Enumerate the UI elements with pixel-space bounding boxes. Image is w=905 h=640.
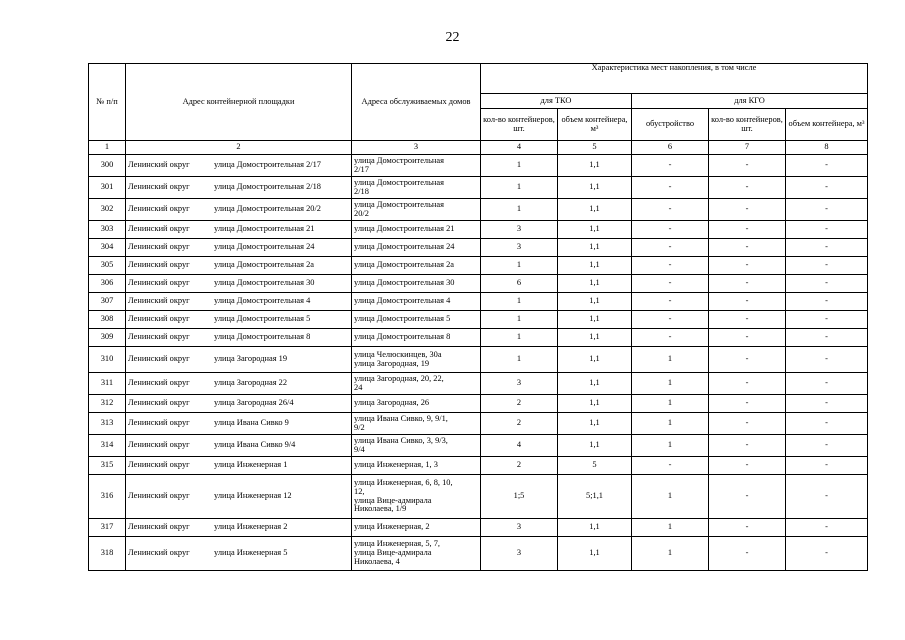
kgo-count: -: [709, 457, 786, 475]
tko-count: 2: [481, 457, 558, 475]
street-address: улица Домостроительная 4: [214, 296, 311, 306]
served-addresses: улица Инженерная, 1, 3: [352, 457, 481, 475]
header-tko-count: кол-во контейнеров, шт.: [481, 109, 558, 141]
kgo-arrangement: -: [632, 257, 709, 275]
kgo-volume: -: [786, 177, 868, 199]
kgo-volume: -: [786, 395, 868, 413]
served-addresses: улица Инженерная, 5, 7, улица Вице-адмирала Николаева, 4: [352, 537, 481, 571]
street-address: улица Инженерная 12: [214, 491, 292, 501]
district-name: Ленинский округ: [128, 160, 190, 170]
container-address: [126, 435, 352, 457]
table-row: [89, 311, 868, 329]
district-name: Ленинский округ: [128, 242, 190, 252]
district-name: Ленинский округ: [128, 491, 190, 501]
kgo-volume: -: [786, 435, 868, 457]
kgo-count: -: [709, 275, 786, 293]
kgo-arrangement: -: [632, 311, 709, 329]
street-address: улица Домостроительная 2/17: [214, 160, 321, 170]
kgo-volume: -: [786, 457, 868, 475]
kgo-count: -: [709, 413, 786, 435]
district-name: Ленинский округ: [128, 460, 190, 470]
kgo-arrangement: -: [632, 177, 709, 199]
tko-count: 3: [481, 537, 558, 571]
tko-volume: 1,1: [558, 329, 632, 347]
kgo-count: -: [709, 435, 786, 457]
row-number: 308: [89, 311, 126, 329]
table-row: [89, 257, 868, 275]
tko-count: 1;5: [481, 475, 558, 519]
served-addresses: улица Домостроительная 4: [352, 293, 481, 311]
kgo-volume: -: [786, 293, 868, 311]
street-address: улица Домостроительная 20/2: [214, 204, 321, 214]
kgo-count: -: [709, 395, 786, 413]
container-address: [126, 239, 352, 257]
container-address: [126, 395, 352, 413]
kgo-count: -: [709, 221, 786, 239]
column-numbers-row: [89, 141, 868, 155]
column-number: 7: [709, 141, 786, 155]
container-address: [126, 475, 352, 519]
tko-count: 4: [481, 435, 558, 457]
table-row: [89, 395, 868, 413]
street-address: улица Домостроительная 21: [214, 224, 315, 234]
container-address: [126, 457, 352, 475]
tko-volume: 1,1: [558, 221, 632, 239]
page-number: 22: [445, 30, 460, 45]
tko-volume: 1,1: [558, 519, 632, 537]
header-kgo: для КГО: [632, 94, 868, 109]
tko-count: 3: [481, 519, 558, 537]
container-address: [126, 329, 352, 347]
kgo-arrangement: 1: [632, 373, 709, 395]
kgo-volume: -: [786, 239, 868, 257]
kgo-arrangement: 1: [632, 475, 709, 519]
kgo-count: -: [709, 329, 786, 347]
row-number: 314: [89, 435, 126, 457]
header-kgo-count: кол-во контейнеров, шт.: [709, 109, 786, 141]
table-row: [89, 347, 868, 373]
table-row: [89, 457, 868, 475]
served-addresses: улица Домостроительная 2/17: [352, 155, 481, 177]
table-row: [89, 221, 868, 239]
kgo-volume: -: [786, 275, 868, 293]
row-number: 305: [89, 257, 126, 275]
kgo-volume: -: [786, 537, 868, 571]
table-row: [89, 239, 868, 257]
container-address: [126, 347, 352, 373]
tko-volume: 1,1: [558, 347, 632, 373]
kgo-arrangement: -: [632, 293, 709, 311]
table-row: [89, 475, 868, 519]
street-address: улица Домостроительная 24: [214, 242, 315, 252]
table-row: [89, 155, 868, 177]
table-row: [89, 413, 868, 435]
kgo-arrangement: 1: [632, 395, 709, 413]
served-addresses: улица Загородная, 20, 22, 24: [352, 373, 481, 395]
district-name: Ленинский округ: [128, 440, 190, 450]
kgo-arrangement: -: [632, 239, 709, 257]
column-number: 1: [89, 141, 126, 155]
tko-volume: 1,1: [558, 239, 632, 257]
header-container-address: Адрес контейнерной площадки: [126, 64, 352, 141]
header-kgo-volume: объем контейнера, м³: [786, 109, 868, 141]
district-name: Ленинский округ: [128, 378, 190, 388]
row-number: 310: [89, 347, 126, 373]
kgo-count: -: [709, 239, 786, 257]
column-number: 8: [786, 141, 868, 155]
kgo-count: -: [709, 519, 786, 537]
container-address: [126, 311, 352, 329]
district-name: Ленинский округ: [128, 548, 190, 558]
table-row: [89, 275, 868, 293]
header-kgo-arrangement: обустройство: [632, 109, 709, 141]
district-name: Ленинский округ: [128, 204, 190, 214]
row-number: 318: [89, 537, 126, 571]
kgo-count: -: [709, 311, 786, 329]
district-name: Ленинский округ: [128, 182, 190, 192]
street-address: улица Инженерная 1: [214, 460, 288, 470]
container-address: [126, 373, 352, 395]
header-tko-volume: объем контейнера, м³: [558, 109, 632, 141]
container-address: [126, 199, 352, 221]
served-addresses: улица Домостроительная 5: [352, 311, 481, 329]
column-number: 4: [481, 141, 558, 155]
street-address: улица Загородная 19: [214, 354, 288, 364]
container-sites-table: [88, 63, 868, 571]
tko-count: 1: [481, 293, 558, 311]
kgo-volume: -: [786, 373, 868, 395]
served-addresses: улица Инженерная, 2: [352, 519, 481, 537]
column-number: 5: [558, 141, 632, 155]
tko-count: 6: [481, 275, 558, 293]
street-address: улица Ивана Сивко 9/4: [214, 440, 296, 450]
street-address: улица Домостроительная 30: [214, 278, 315, 288]
tko-volume: 1,1: [558, 537, 632, 571]
tko-count: 1: [481, 347, 558, 373]
kgo-arrangement: 1: [632, 435, 709, 457]
kgo-count: -: [709, 155, 786, 177]
container-address: [126, 293, 352, 311]
table-body: [89, 155, 868, 571]
row-number: 304: [89, 239, 126, 257]
kgo-volume: -: [786, 311, 868, 329]
row-number: 311: [89, 373, 126, 395]
kgo-count: -: [709, 475, 786, 519]
district-name: Ленинский округ: [128, 314, 190, 324]
container-address: [126, 537, 352, 571]
kgo-count: -: [709, 537, 786, 571]
tko-volume: 5: [558, 457, 632, 475]
kgo-count: -: [709, 293, 786, 311]
street-address: улица Домостроительная 2/18: [214, 182, 321, 192]
kgo-volume: -: [786, 329, 868, 347]
tko-count: 1: [481, 177, 558, 199]
tko-count: 3: [481, 239, 558, 257]
tko-count: 1: [481, 311, 558, 329]
served-addresses: улица Домостроительная 2/18: [352, 177, 481, 199]
kgo-volume: -: [786, 347, 868, 373]
served-addresses: улица Домостроительная 24: [352, 239, 481, 257]
kgo-arrangement: 1: [632, 413, 709, 435]
street-address: улица Домостроительная 2а: [214, 260, 314, 270]
kgo-count: -: [709, 199, 786, 221]
container-address: [126, 177, 352, 199]
tko-volume: 1,1: [558, 275, 632, 293]
container-address: [126, 275, 352, 293]
tko-volume: 1,1: [558, 395, 632, 413]
table-row: [89, 329, 868, 347]
tko-volume: 1,1: [558, 293, 632, 311]
tko-count: 1: [481, 199, 558, 221]
district-name: Ленинский округ: [128, 354, 190, 364]
container-address: [126, 413, 352, 435]
district-name: Ленинский округ: [128, 260, 190, 270]
header-num: № п/п: [89, 64, 126, 141]
table-row: [89, 537, 868, 571]
row-number: 306: [89, 275, 126, 293]
table-row: [89, 177, 868, 199]
tko-volume: 1,1: [558, 199, 632, 221]
table-header: [89, 64, 868, 155]
street-address: улица Домостроительная 8: [214, 332, 311, 342]
kgo-volume: -: [786, 199, 868, 221]
row-number: 303: [89, 221, 126, 239]
street-address: улица Ивана Сивко 9: [214, 418, 289, 428]
tko-volume: 1,1: [558, 177, 632, 199]
tko-count: 1: [481, 155, 558, 177]
kgo-arrangement: 1: [632, 537, 709, 571]
tko-count: 2: [481, 395, 558, 413]
kgo-arrangement: -: [632, 457, 709, 475]
row-number: 300: [89, 155, 126, 177]
served-addresses: улица Загородная, 26: [352, 395, 481, 413]
kgo-arrangement: -: [632, 329, 709, 347]
served-addresses: улица Домостроительная 21: [352, 221, 481, 239]
district-name: Ленинский округ: [128, 278, 190, 288]
kgo-volume: -: [786, 155, 868, 177]
street-address: улица Загородная 22: [214, 378, 288, 388]
table-row: [89, 435, 868, 457]
street-address: улица Загородная 26/4: [214, 398, 294, 408]
row-number: 316: [89, 475, 126, 519]
served-addresses: улица Домостроительная 20/2: [352, 199, 481, 221]
header-served-addresses: Адреса обслуживаемых домов: [352, 64, 481, 141]
served-addresses: улица Ивана Сивко, 9, 9/1, 9/2: [352, 413, 481, 435]
district-name: Ленинский округ: [128, 224, 190, 234]
table-row: [89, 519, 868, 537]
kgo-arrangement: -: [632, 155, 709, 177]
kgo-arrangement: 1: [632, 347, 709, 373]
kgo-count: -: [709, 177, 786, 199]
container-address: [126, 257, 352, 275]
tko-volume: 1,1: [558, 373, 632, 395]
tko-volume: 1,1: [558, 155, 632, 177]
served-addresses: улица Домостроительная 8: [352, 329, 481, 347]
table-row: [89, 293, 868, 311]
kgo-volume: -: [786, 519, 868, 537]
tko-count: 1: [481, 257, 558, 275]
row-number: 317: [89, 519, 126, 537]
row-number: 312: [89, 395, 126, 413]
kgo-volume: -: [786, 221, 868, 239]
row-number: 302: [89, 199, 126, 221]
container-address: [126, 155, 352, 177]
tko-volume: 5;1,1: [558, 475, 632, 519]
tko-volume: 1,1: [558, 311, 632, 329]
row-number: 307: [89, 293, 126, 311]
kgo-count: -: [709, 257, 786, 275]
container-address: [126, 221, 352, 239]
tko-count: 1: [481, 329, 558, 347]
row-number: 309: [89, 329, 126, 347]
street-address: улица Инженерная 2: [214, 522, 288, 532]
kgo-volume: -: [786, 257, 868, 275]
kgo-arrangement: -: [632, 275, 709, 293]
column-number: 3: [352, 141, 481, 155]
row-number: 315: [89, 457, 126, 475]
kgo-volume: -: [786, 413, 868, 435]
tko-volume: 1,1: [558, 257, 632, 275]
served-addresses: улица Инженерная, 6, 8, 10, 12, улица Вице-адмирала Николаева, 1/9: [352, 475, 481, 519]
row-number: 313: [89, 413, 126, 435]
column-number: 6: [632, 141, 709, 155]
kgo-arrangement: -: [632, 221, 709, 239]
column-number: 2: [126, 141, 352, 155]
district-name: Ленинский округ: [128, 296, 190, 306]
served-addresses: улица Домостроительная 2а: [352, 257, 481, 275]
kgo-arrangement: -: [632, 199, 709, 221]
served-addresses: улица Челюскинцев, 30а улица Загородная, 19: [352, 347, 481, 373]
street-address: улица Инженерная 5: [214, 548, 288, 558]
kgo-count: -: [709, 347, 786, 373]
street-address: улица Домостроительная 5: [214, 314, 311, 324]
served-addresses: улица Ивана Сивко, 3, 9/3, 9/4: [352, 435, 481, 457]
tko-volume: 1,1: [558, 435, 632, 457]
district-name: Ленинский округ: [128, 522, 190, 532]
table-row: [89, 199, 868, 221]
tko-count: 2: [481, 413, 558, 435]
district-name: Ленинский округ: [128, 398, 190, 408]
served-addresses: улица Домостроительная 30: [352, 275, 481, 293]
kgo-count: -: [709, 373, 786, 395]
district-name: Ленинский округ: [128, 332, 190, 342]
row-number: 301: [89, 177, 126, 199]
tko-volume: 1,1: [558, 413, 632, 435]
tko-count: 3: [481, 373, 558, 395]
header-tko: для ТКО: [481, 94, 632, 109]
kgo-volume: -: [786, 475, 868, 519]
kgo-arrangement: 1: [632, 519, 709, 537]
container-address: [126, 519, 352, 537]
tko-count: 3: [481, 221, 558, 239]
district-name: Ленинский округ: [128, 418, 190, 428]
header-characteristics: Характеристика мест накопления, в том числе: [481, 64, 868, 94]
table-row: [89, 373, 868, 395]
